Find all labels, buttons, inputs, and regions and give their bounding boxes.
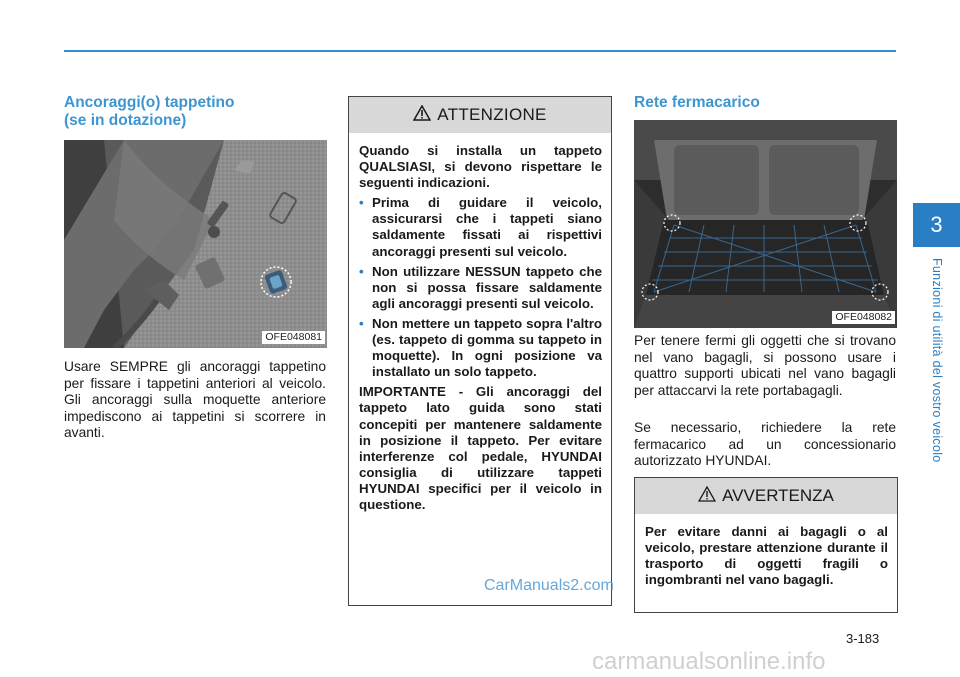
caution-body: Per evitare danni ai bagagli o al veicolo, prestare attenzione durante il trasporto di oggetti fragili o ingombranti nel vano bagagli. bbox=[645, 524, 888, 588]
chapter-title: Funzioni di utilità del vostro veicolo bbox=[930, 258, 944, 463]
watermark-carmanualsonline[interactable]: carmanualsonline.info bbox=[592, 648, 826, 675]
warning-triangle-icon bbox=[413, 105, 431, 126]
caution-box bbox=[634, 477, 898, 613]
warning-header bbox=[349, 97, 611, 133]
heading-line-2: (se in dotazione) bbox=[64, 112, 187, 129]
warning-box bbox=[348, 96, 612, 606]
cargo-net-photo bbox=[634, 120, 897, 328]
floor-mat-paragraph bbox=[64, 359, 326, 442]
bullet-text: Prima di guidare il veicolo, assicurarsi che i tappeti siano saldamente fissati ai rispettivi ancoraggi presenti sul veicolo. bbox=[372, 195, 602, 259]
bullet-icon: • bbox=[359, 315, 364, 331]
photo-code: OFE048081 bbox=[262, 331, 325, 344]
page-number: 3-183 bbox=[846, 631, 880, 646]
watermark-carmanuals2[interactable]: CarManuals2.com bbox=[484, 577, 614, 594]
section-heading-cargo-net: Rete fermacarico bbox=[634, 94, 760, 111]
cargo-net-text-2: Se necessario, richiedere la rete fermacarico ad un concessionario autorizzato HYUNDAI. bbox=[634, 420, 896, 469]
bullet-text: Non mettere un tappeto sopra l'altro (es. tappeto di gomma su tappeto in moquette). In ogni posizione va installato un solo tappeto. bbox=[372, 315, 602, 380]
chapter-number: 3 bbox=[930, 212, 943, 237]
warning-title: ATTENZIONE bbox=[437, 105, 547, 124]
bullet-text: Non utilizzare NESSUN tappeto che non si possa fissare saldamente agli ancoraggi presenti sul veicolo. bbox=[372, 263, 602, 311]
floor-mat-text: Usare SEMPRE gli ancoraggi tappetino per fissare i tappetini anteriori al veicolo. Gli ancoraggi sulla moquette anteriore impediscono ai tappetini si scorrere in avanti. bbox=[64, 359, 326, 441]
caution-title: AVVERTENZA bbox=[722, 486, 834, 505]
list-item bbox=[359, 316, 602, 380]
caution-triangle-icon bbox=[698, 486, 716, 507]
cargo-net-text-1: Per tenere fermi gli oggetti che si trovano nel vano bagagli, si possono usare i quattro supporti ubicati nel vano bagagli per attaccarvi la rete portabagagli. bbox=[634, 333, 896, 398]
heading-line-1: Ancoraggi(o) tappetino bbox=[64, 94, 235, 111]
warning-body bbox=[349, 133, 611, 513]
section-heading-floor-mat bbox=[64, 94, 334, 130]
top-rule bbox=[64, 50, 896, 52]
photo-code: OFE048082 bbox=[832, 311, 895, 324]
floor-mat-anchor-photo bbox=[64, 140, 327, 348]
cargo-net-paragraph-2 bbox=[634, 420, 896, 470]
warning-intro: Quando si installa un tappeto QUALSIASI, si devono rispettare le seguenti indicazioni. bbox=[359, 143, 602, 191]
cargo-net-paragraph-1 bbox=[634, 333, 896, 399]
chapter-tab[interactable] bbox=[913, 203, 960, 247]
bullet-icon: • bbox=[359, 195, 364, 211]
bullet-icon: • bbox=[359, 263, 364, 279]
warning-important: IMPORTANTE - Gli ancoraggi del tappeto lato guida sono stati concepiti per mantenere saldamente in posizione il tappeto. Per evitare interferenze col pedale, HYUNDAI consiglia di utilizzare tappeti HYUNDAI specifici per il veicolo in questione. bbox=[359, 384, 602, 512]
list-item bbox=[359, 195, 602, 259]
list-item bbox=[359, 264, 602, 312]
caution-header bbox=[635, 478, 897, 514]
warning-list bbox=[359, 195, 602, 380]
